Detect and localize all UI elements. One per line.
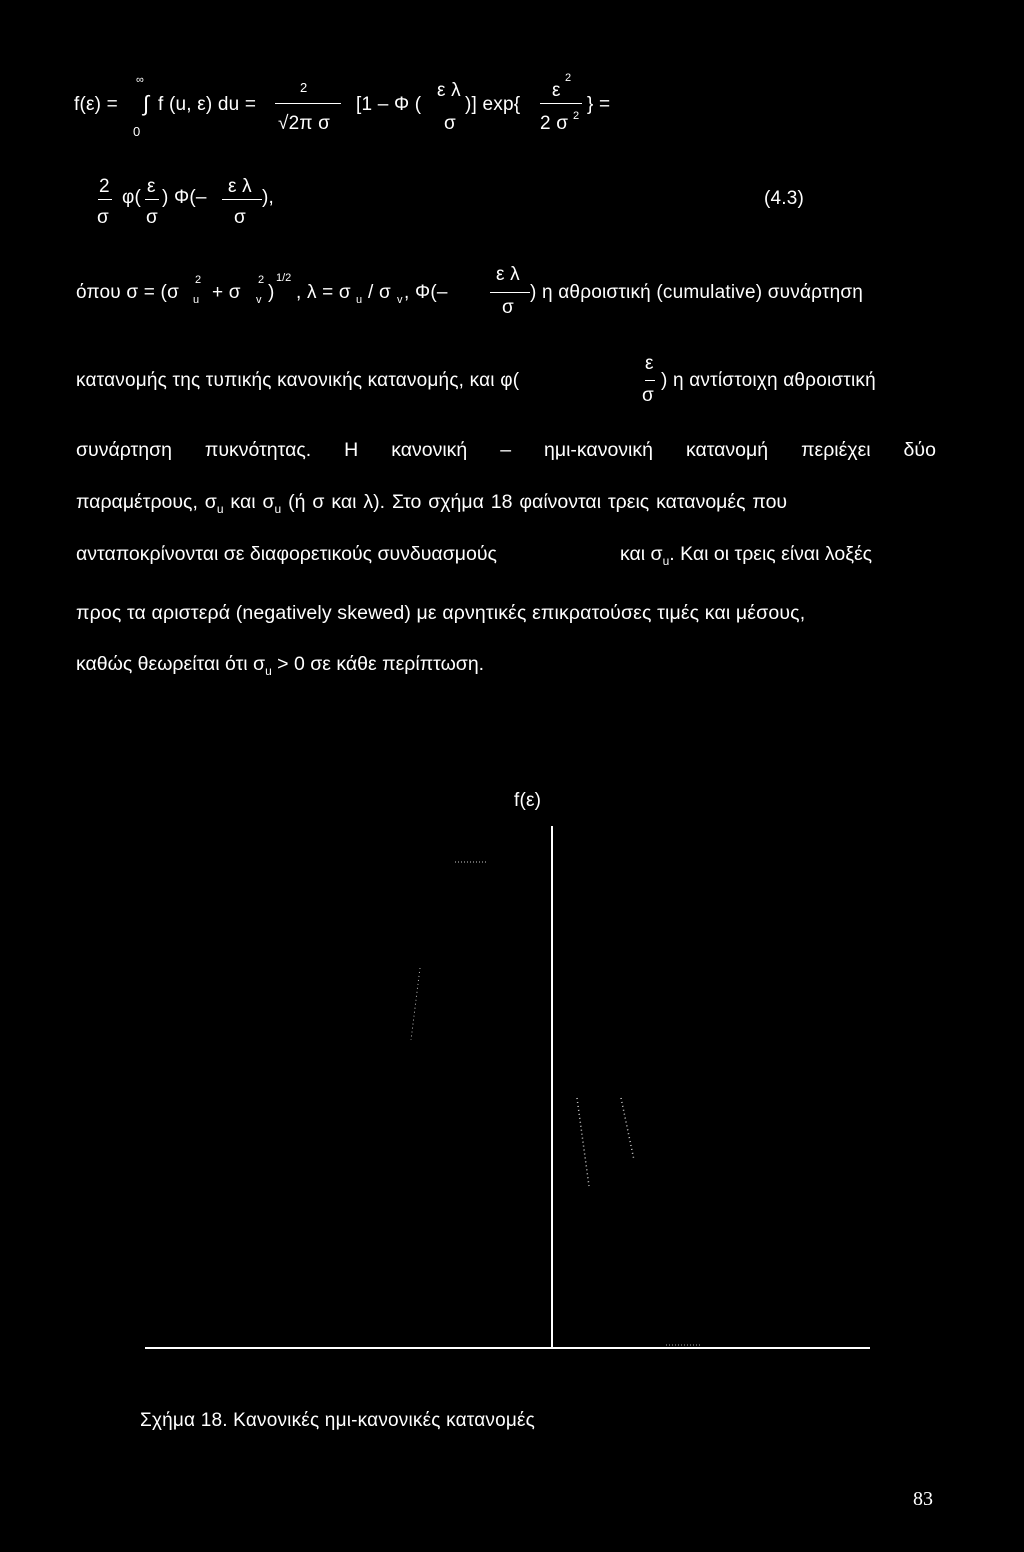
def-plus: + σ (212, 282, 241, 303)
figure-caption: Σχήμα 18. Κανονικές ημι-κανονικές κατανομές (140, 1410, 536, 1431)
def-rest: ) η αθροιστική (cumulative) συνάρτηση (530, 282, 864, 303)
eq1-bracket-close: )] exp{ (465, 94, 521, 115)
subscript: u (662, 553, 670, 568)
text: > 0 σε κάθε περίπτωση. (271, 653, 485, 675)
page-number: 83 (913, 1488, 933, 1510)
def-frac-denominator: σ (502, 297, 514, 318)
dist-frac-denominator: σ (642, 385, 654, 406)
text: και σ (223, 491, 275, 513)
eq1-frac3-denominator: 2 σ (540, 113, 569, 134)
eq2-phi: φ( (122, 187, 142, 208)
word: ημι-κανονική (544, 439, 653, 461)
eq2-a-numerator: 2 (99, 176, 110, 197)
word: συνάρτηση (76, 439, 172, 461)
dist-text: κατανομής της τυπικής κανονικής κατανομής, και φ( (76, 370, 520, 391)
eq1-frac1-denominator: √2π σ (278, 113, 331, 134)
text: (ή σ και λ). Στο σχήμα 18 φαίνονται τρεις κατανομές που (281, 491, 788, 513)
def-Phi: , Φ(– (404, 282, 448, 303)
def-sup2b: 2 (258, 274, 265, 286)
eq1-frac1-numerator: 2 (300, 80, 308, 95)
eq1-integrand: f (u, ε) du = (158, 94, 257, 115)
word: πυκνότητας. (204, 439, 312, 461)
word: δύο (903, 439, 936, 461)
def-sup2a: 2 (195, 274, 202, 286)
subscript: u (265, 663, 272, 678)
eq2-mid: ) Φ(– (162, 187, 207, 208)
equation-number: (4.3) (764, 188, 805, 209)
eq2-end: ), (262, 187, 275, 208)
text: . Και οι τρεις είναι λοξές (669, 543, 873, 565)
text: ανταποκρίνονται σε διαφορετικούς συνδυασμούς (76, 543, 497, 565)
def-sub-u: u (193, 294, 200, 306)
text: παραμέτρους, σ (76, 491, 217, 513)
eq1-tail: } = (587, 94, 611, 115)
eq1-frac2-numerator: ε λ (437, 80, 461, 101)
def-sub-v2: v (397, 294, 403, 306)
eq2-b-numerator: ε (147, 176, 156, 197)
eq2-c-numerator: ε λ (228, 176, 252, 197)
dist-frac-numerator: ε (645, 353, 654, 374)
word: κανονική (391, 439, 468, 461)
word: – (500, 439, 512, 461)
subscript: u (216, 501, 224, 516)
text: και σ (620, 543, 663, 565)
eq2-c-denominator: σ (234, 207, 246, 228)
subscript: u (274, 501, 282, 516)
dist-rest: ) η αντίστοιχη αθροιστική (661, 370, 876, 391)
eq1-lhs: f(ε) = (74, 94, 118, 115)
def-slash: / σ (368, 282, 391, 303)
def-close: ) (268, 282, 275, 303)
eq1-frac3-numerator: ε (552, 80, 561, 101)
eq1-frac2-denominator: σ (444, 113, 456, 134)
eq2-a-denominator: σ (97, 207, 109, 228)
def-lambda: , λ = σ (296, 282, 351, 303)
eq2-b-denominator: σ (146, 207, 158, 228)
word: περιέχει (801, 439, 871, 461)
text: καθώς θεωρείται ότι σ (76, 653, 266, 675)
integral-lower-limit: 0 (133, 124, 141, 139)
integral-sign-icon: ∫ (143, 91, 150, 116)
curve-fragment (621, 1098, 634, 1160)
curve-fragment (577, 1098, 589, 1186)
def-half: 1/2 (276, 272, 292, 284)
y-axis-label: f(ε) (514, 790, 542, 811)
def-frac-numerator: ε λ (496, 264, 520, 285)
eq1-frac3-den-exponent: 2 (573, 110, 580, 122)
curve-fragment (411, 968, 420, 1040)
def-part1: όπου σ = (σ (76, 282, 180, 303)
def-sub-v: v (256, 294, 262, 306)
eq1-frac3-num-exponent: 2 (565, 72, 572, 84)
word: Η (344, 439, 359, 461)
word: κατανομή (685, 439, 769, 461)
integral-upper-limit: ∞ (136, 74, 144, 86)
def-sub-u2: u (356, 294, 363, 306)
paragraph-line-4: προς τα αριστερά (negatively skewed) με αρνητικές επικρατούσες τιμές και μέσους, (76, 602, 806, 624)
eq1-bracket-open: [1 – Φ ( (356, 94, 422, 115)
